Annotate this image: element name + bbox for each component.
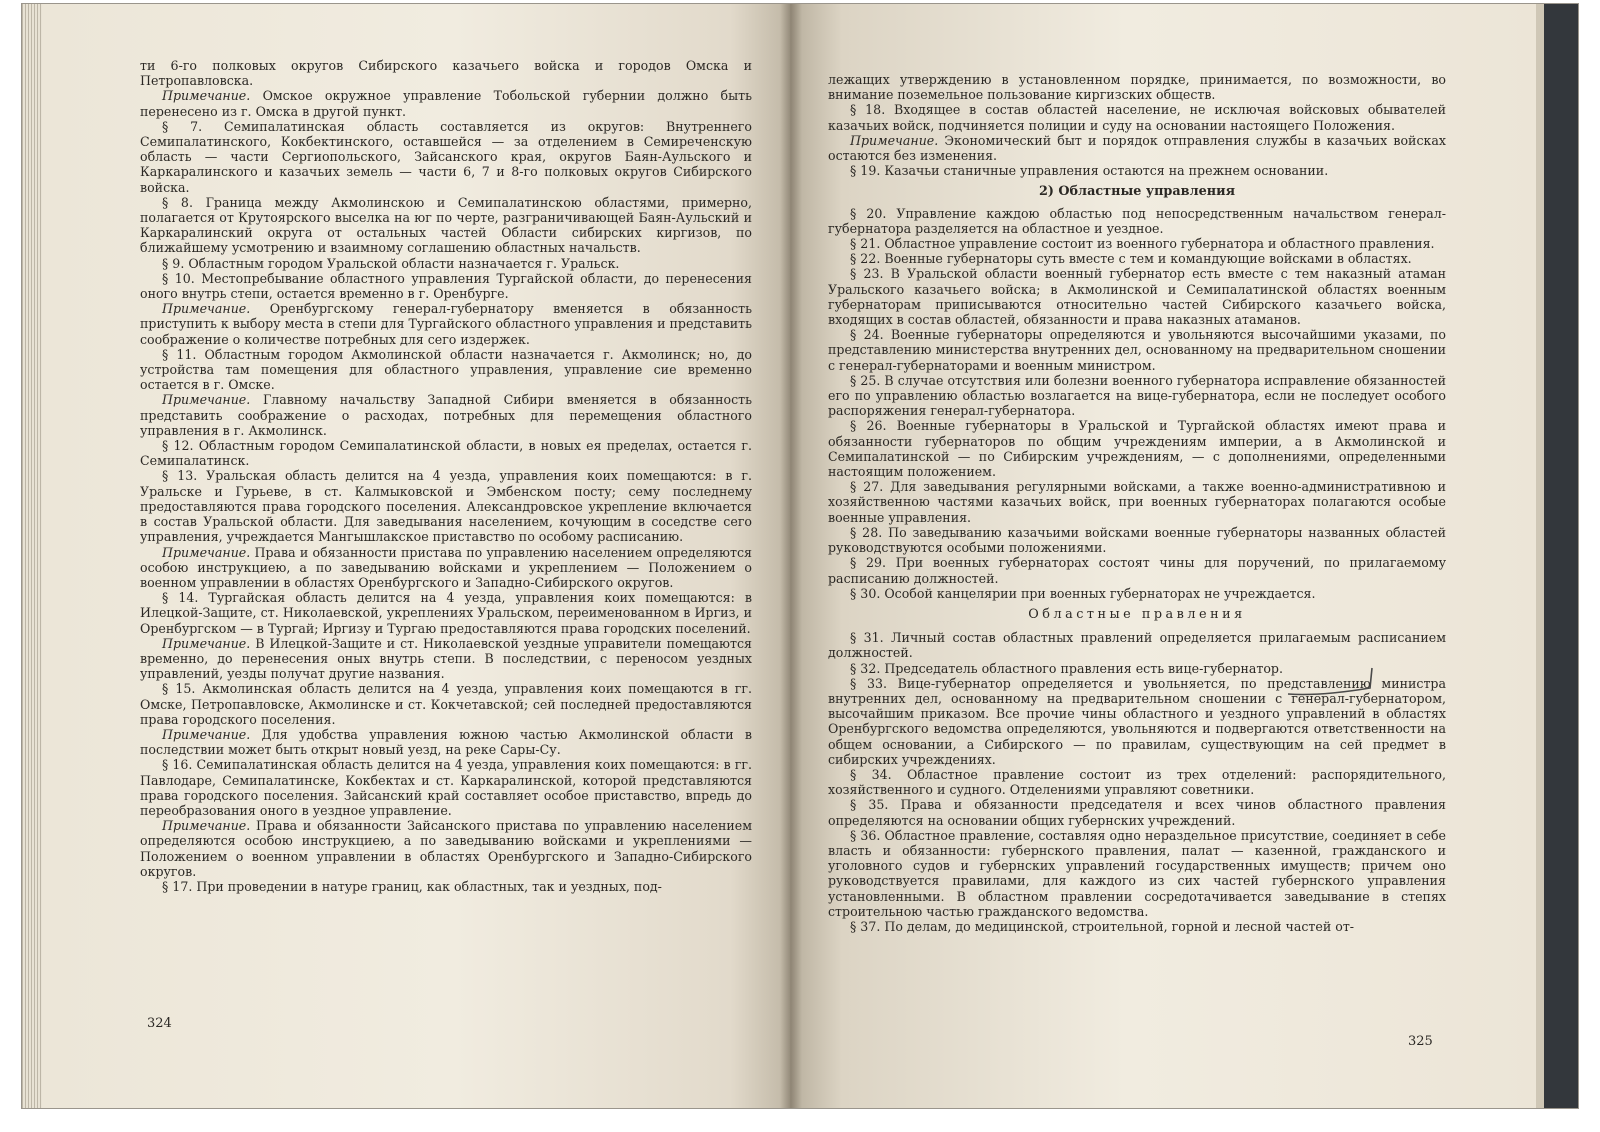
text-paragraph: § 10. Местопребывание областного управления Тургайской области, до перенесения оного внутрь степи, остается временно в г. Оренбурге. <box>140 270 752 302</box>
note-text: Омское окружное управление Тобольской губернии должно быть перенесено из г. Омска в другой пункт. <box>140 88 752 119</box>
text-paragraph: лежащих утверждению в установленном порядке, принимается, по возможности, во внимание поземельное пользование киргизских обществ. <box>828 72 1446 103</box>
text-paragraph: § 7. Семипалатинская область составляется из округов: Внутреннего Семипалатинского, Кокбектинского, оставшейся — за отделением в Семиреченскую область — части Сергиопольского, Зайсанского края, округов Баян-Аульского и Каркаралинского и казачьих земель — части 6, 7 и 8-го полковых округов Сибирского войска. <box>140 118 752 195</box>
note-text: Главному начальству Западной Сибири вменяется в обязанность представить соображение о расходах, потребных для перемещения областного управления в г. Акмолинск. <box>140 392 752 438</box>
subsection-heading: Областные правления <box>1028 606 1246 622</box>
text-paragraph: § 9. Областным городом Уральской области назначается г. Уральск. <box>162 255 620 271</box>
note-label: Примечание. <box>162 726 251 742</box>
book-spread <box>22 4 1578 1108</box>
left-page-number: 324 <box>147 1016 172 1031</box>
text-paragraph: § 15. Акмолинская область делится на 4 уезда, управления коих помещаются в гг. Омске, Петропавловске, Акмолинске и ст. Кокчетавской; сей последней предоставляются права городского поселения. <box>140 681 752 727</box>
text-paragraph: § 16. Семипалатинская область делится на 4 уезда, управления коих помещаются: в гг. Павлодаре, Семипалатинске, Кокбектах и ст. Каркаралинской, которой представляются права городского поселения. Зайсанский край составляет особое приставство, впредь до переобразования оного в уездное управление. <box>140 757 752 818</box>
page-edges-left <box>22 4 42 1108</box>
text-paragraph: § 31. Личный состав областных правлений определяется прилагаемым расписанием должностей. <box>828 630 1446 661</box>
note-label: Примечание. <box>850 132 939 148</box>
text-paragraph: § 26. Военные губернаторы в Уральской и Тургайской областях имеют права и обязанности губернаторов по общим учреждениям империи, а в Акмолинской и Семипалатинской — по Сибирским учреждениям, — с дополнениями, определенными настоящим положением. <box>828 418 1446 480</box>
text-paragraph: § 8. Граница между Акмолинскою и Семипалатинскою областями, примерно, полагается от Крутоярского выселка на юг по черте, разграничивающей Баян-Аульский и Каркаралинский округа от остальных частей Области сибирских киргизов, по ближайшему усмотрению и взаимному соглашению областных начальств. <box>140 194 752 256</box>
note-text: Оренбургскому генерал-губернатору вменяется в обязанность приступить к выбору места в степи для Тургайского областного управления и представить соображение о количестве потребных для сего издержек. <box>140 301 752 347</box>
text-paragraph: § 13. Уральская область делится на 4 уезда, управления коих помещаются: в г. Уральске и Гурьеве, в ст. Калмыковской и Эмбенском посту; сему последнему предоставляются права городского поселения. Александровское укрепление включается в состав Уральской области. Для заведывания населением, кочующим в соседстве сего управления, учреждается Мангышлакское приставство по особому расписанию. <box>140 468 752 545</box>
left-page-text <box>140 58 752 894</box>
note-paragraph <box>140 818 752 879</box>
left-page <box>42 4 790 1108</box>
text-paragraph: § 17. При проведении в натуре границ, как областных, так и уездных, под- <box>162 878 662 894</box>
text-paragraph: § 18. Входящее в состав областей население, не исключая войсковых обывателей казачьих войск, подчиняется полиции и суду на основании настоящего Положения. <box>828 102 1446 133</box>
text-paragraph: § 28. По заведыванию казачьими войсками военные губернаторы названных областей руководствуются особыми положениями. <box>828 524 1446 556</box>
text-paragraph: § 36. Областное правление, составляя одно нераздельное присутствие, соединяет в себе власть и обязанности: губернского правления, палат — казенной, гражданского и уголовного судов и губернских управлений государственных имуществ; причем оно руководствуется правилами, для каждого из сих частей губернского управления установленными. В областном правлении сосредотачивается заведывание в степях строительною частью гражданского ведомства. <box>828 827 1446 919</box>
text-paragraph: § 30. Особой канцелярии при военных губернаторах не учреждается. <box>850 585 1316 601</box>
text-paragraph: § 20. Управление каждою областью под непосредственным начальством генерал-губернатора разделяется на областное и уездное. <box>828 205 1446 236</box>
note-label: Примечание. <box>162 392 251 408</box>
note-paragraph <box>140 545 752 591</box>
right-page <box>790 4 1536 1108</box>
note-text: Экономический быт и порядок отправления службы в казачьих войсках остаются без изменения. <box>828 132 1446 164</box>
note-paragraph <box>140 301 752 347</box>
text-paragraph: § 24. Военные губернаторы определяются и увольняются высочайшими указами, по представлению министерства внутренних дел, основанному на предварительном сношении с генерал-губернаторами и военным министром. <box>828 327 1446 373</box>
note-text: Права и обязанности пристава по управлению населением определяются особою инструкциею, а по заведыванию войсками и укреплением — Положением о военном управлении в областях Оренбургского и Западно-Сибирского округов. <box>140 544 752 590</box>
note-label: Примечание. <box>162 635 251 651</box>
text-paragraph: § 22. Военные губернаторы суть вместе с тем и командующие войсками в областях. <box>850 251 1412 267</box>
note-paragraph <box>140 392 752 438</box>
note-label: Примечание. <box>162 544 251 560</box>
text-paragraph: § 37. По делам, до медицинской, строительной, горной и лесной частей от- <box>850 918 1355 934</box>
right-page-text <box>828 72 1446 934</box>
note-text: Права и обязанности Зайсанского пристава по управлению населением определяются особою инструкциею, а по заведыванию войсками и укреплениями — Положением о военном управлении в областях Оренбургского и Западно-Сибирского округов. <box>140 818 752 879</box>
text-paragraph: § 14. Тургайская область делится на 4 уезда, управления коих помещаются: в Илецкой-Защите, ст. Николаевской, укреплениях Уральском, переименованном в Иргиз, и Оренбургском — в Тургай; Иргизу и Тургаю предоставляются права городских поселений. <box>140 590 752 636</box>
text-paragraph: § 19. Казачьи станичные управления остаются на прежнем основании. <box>850 163 1329 179</box>
note-label: Примечание. <box>162 88 251 104</box>
pencil-mark-icon <box>1286 664 1376 700</box>
note-paragraph <box>140 727 752 757</box>
note-text: Для удобства управления южною частью Акмолинской области в последствии может быть открыт новый уезд, на реке Сары-Су. <box>140 726 752 758</box>
note-label: Примечание. <box>162 301 251 317</box>
note-paragraph <box>140 88 752 118</box>
text-paragraph: § 21. Областное управление состоит из военного губернатора и областного правления. <box>850 236 1435 252</box>
book-cover-edge <box>1536 4 1578 1108</box>
text-paragraph: § 29. При военных губернаторах состоят чины для поручений, по прилагаемому расписанию должностей. <box>828 555 1446 586</box>
note-paragraph <box>828 133 1446 163</box>
text-paragraph: § 34. Областное правление состоит из трех отделений: распорядительного, хозяйственного и судного. Отделениями управляют советники. <box>828 766 1446 798</box>
book-gutter <box>780 4 802 1108</box>
text-paragraph: § 11. Областным городом Акмолинской области назначается г. Акмолинск; но, до устройства там помещения для областного управления, управление сие временно остается в г. Омске. <box>140 346 752 393</box>
section-heading: 2) Областные управления <box>1038 184 1236 200</box>
text-paragraph: ти 6-го полковых округов Сибирского казачьего войска и городов Омска и Петропавловска. <box>140 58 752 89</box>
right-page-number: 325 <box>1408 1034 1433 1049</box>
text-paragraph: § 23. В Уральской области военный губернатор есть вместе с тем наказный атаман Уральского казачьего войска; в Акмолинской и Семипалатинской областях военным губернаторам приписываются относительно частей Сибирского казачьего войска, входящих в состав областей, обязанности и права наказных атаманов. <box>828 266 1446 328</box>
note-paragraph <box>140 636 752 682</box>
note-text: В Илецкой-Защите и ст. Николаевской уездные управители помещаются временно, до перенесения оных внутрь степи. В последствии, с переносом уездных управлений, уезды получат другие названия. <box>140 635 752 682</box>
note-label: Примечание. <box>162 818 251 834</box>
text-paragraph: § 12. Областным городом Семипалатинской области, в новых ея пределах, остается г. Семипалатинск. <box>140 438 752 469</box>
text-paragraph: § 32. Председатель областного правления есть вице-губернатор. <box>850 660 1283 676</box>
text-paragraph: § 33. Вице-губернатор определяется и увольняется, по представлению министра внутренних дел, основанному на предварительном сношении с генерал-губернатором, высочайшим приказом. Все прочие чины областного и уездного управлений в областях Оренбургского ведомства определяются, увольняются и подвергаются ответственности на общем основании, а Сибирского — по правилам, существующим на сей предмет в сибирских учреждениях. <box>828 675 1446 767</box>
text-paragraph: § 25. В случае отсутствия или болезни военного губернатора исправление обязанностей его по управлению областью возлагается на вице-губернатора, если не последует особого распоряжения генерал-губернатора. <box>828 372 1446 419</box>
text-paragraph: § 35. Права и обязанности председателя и всех чинов областного правления определяются на основании общих губернских учреждений. <box>828 797 1446 828</box>
text-paragraph: § 27. Для заведывания регулярными войсками, а также военно-административною и хозяйственною частями казачьих войск, при военных губернаторах полагаются особые военные управления. <box>828 479 1446 525</box>
